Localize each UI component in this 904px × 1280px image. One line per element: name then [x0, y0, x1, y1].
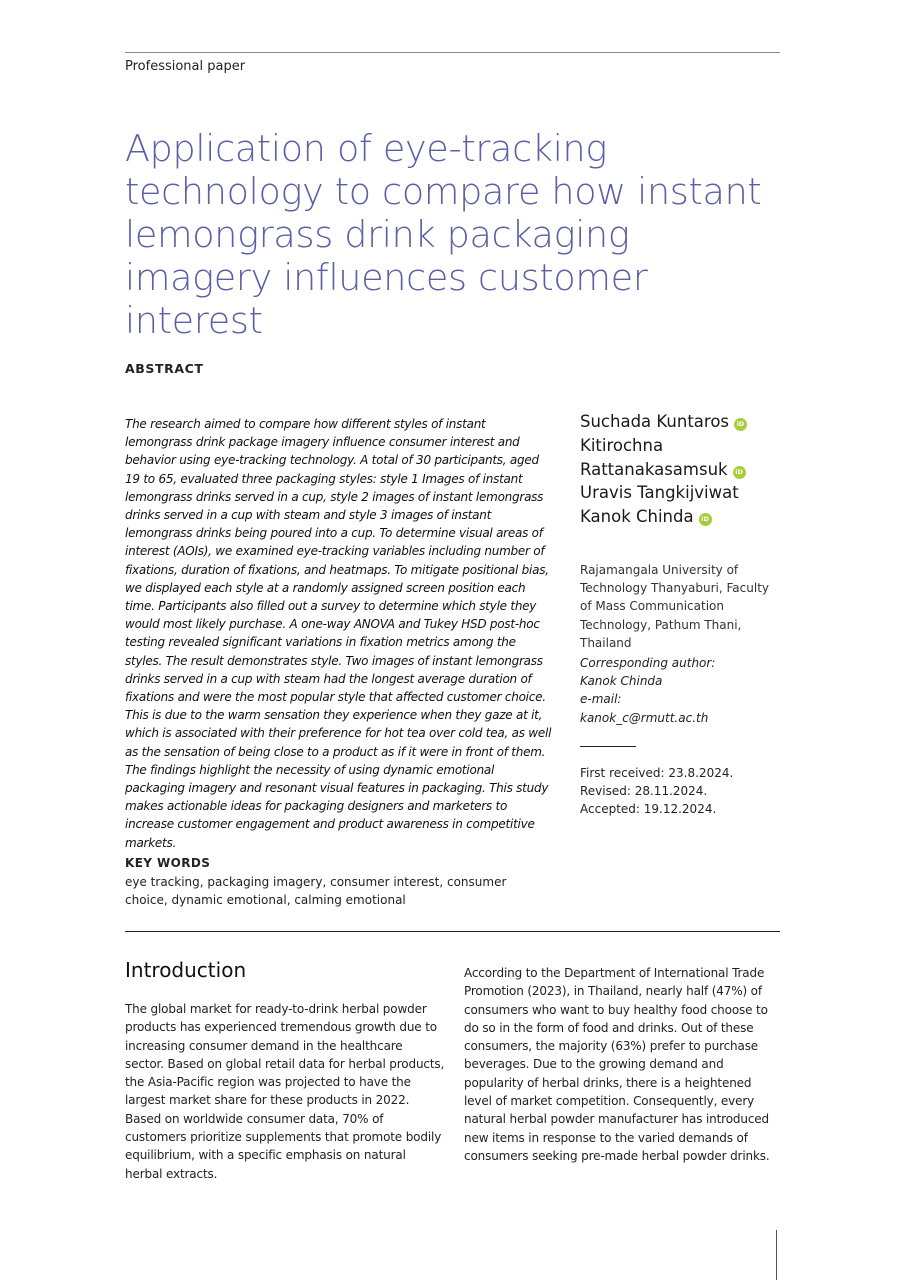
page-edge-rule	[776, 1230, 777, 1280]
introduction-left-column: The global market for ready-to-drink herbal powder products has experienced tremendous growth due to increasing consumer demand in the healthcare sector. Based on global retail data for herbal products, the Asia-Pacific region was projected to have the largest market share for these products in 2022. Based on worldwide consumer data, 70% of customers prioritize supplements that promote bodily equilibrium, with a specific emphasis on natural herbal extracts.	[125, 1002, 445, 1181]
author-name: Uravis Tangkijviwat	[580, 483, 739, 503]
author-item	[580, 434, 780, 482]
introduction-heading: Introduction	[125, 958, 247, 982]
corresponding-author	[580, 654, 780, 727]
orcid-icon[interactable]: iD	[699, 513, 712, 526]
abstract-text: The research aimed to compare how different styles of instant lemongrass drink package imagery influence consumer interest and behavior using eye-tracking technology. A total of 30 participants, aged 19 to 65, evaluated three packaging styles: style 1 Images of instant lemongrass drinks served in a cup, style 2 images of instant lemongrass drinks served in a cup with steam and style 3 images of instant lemongrass drinks being poured into a cup. To determine visual areas of interest (AOIs), we examined eye-tracking variables including number of fixations, duration of fixations, and heatmaps. To mitigate positional bias, we displayed each style at a randomly assigned screen position each time. Participants also filled out a survey to determine which style they would most likely purchase. A one-way ANOVA and Tukey HSD post-hoc testing revealed significant variations in fixation metrics among the styles. The result demonstrates style. Two images of instant lemongrass drinks served in a cup with steam had the longest average duration of fixations and were the most popular style that affected customer choice. This is due to the warm sensation they experience when they gaze at it, which is associated with their preference for hot tea over cold tea, as well as the sensation of being close to a product as if it were in front of them. The findings highlight the necessity of using dynamic emotional packaging imagery and resonant visual features in packaging. This study makes actionable ideas for packaging designers and marketers to increase customer engagement and product awareness in competitive markets.	[125, 417, 552, 850]
section-label: Professional paper	[125, 59, 246, 74]
date-received: First received: 23.8.2024.	[580, 766, 734, 780]
dates-divider	[580, 746, 636, 747]
orcid-icon[interactable]: iD	[734, 418, 747, 431]
author-item	[580, 505, 780, 529]
header-rule	[125, 52, 780, 53]
section-divider	[125, 931, 780, 932]
keywords-text: eye tracking, packaging imagery, consumer interest, consumer choice, dynamic emotional, calming emotional	[125, 875, 507, 908]
corresponding-label: Corresponding author:	[580, 656, 716, 670]
email-link[interactable]: kanok_c@rmutt.ac.th	[580, 710, 709, 725]
submission-dates	[580, 764, 780, 819]
keywords-heading: KEY WORDS	[125, 856, 211, 870]
abstract-heading: ABSTRACT	[125, 361, 204, 376]
orcid-icon[interactable]: iD	[733, 466, 746, 479]
paper-title: Application of eye-tracking technology to compare how instant lemongrass drink packaging imagery influences customer interest	[125, 127, 762, 342]
author-item	[580, 410, 780, 434]
author-name: Suchada Kuntaros	[580, 412, 730, 431]
corresponding-name: Kanok Chinda	[580, 674, 663, 689]
affiliation: Rajamangala University of Technology Thanyaburi, Faculty of Mass Communication Technology, Pathum Thani, Thailand	[580, 563, 769, 650]
date-revised: Revised: 28.11.2024.	[580, 784, 708, 799]
author-list	[580, 410, 780, 529]
author-name: Kanok Chinda	[580, 507, 694, 527]
email-label: e-mail:	[580, 692, 622, 707]
author-item	[580, 481, 780, 505]
date-accepted: Accepted: 19.12.2024.	[580, 802, 717, 817]
author-name: Kitirochna Rattanakasamsuk	[580, 435, 728, 479]
introduction-right-column: According to the Department of International Trade Promotion (2023), in Thailand, nearly half (47%) of consumers who want to buy healthy food choose to do so in the form of food and drinks. Out of these consumers, the majority (63%) prefer to purchase beverages. Due to the growing demand and popularity of herbal drinks, there is a heightened level of market competition. Consequently, every natural herbal powder manufacturer has introduced new items in response to the varied demands of consumers seeking pre-made herbal powder drinks.	[464, 966, 770, 1163]
